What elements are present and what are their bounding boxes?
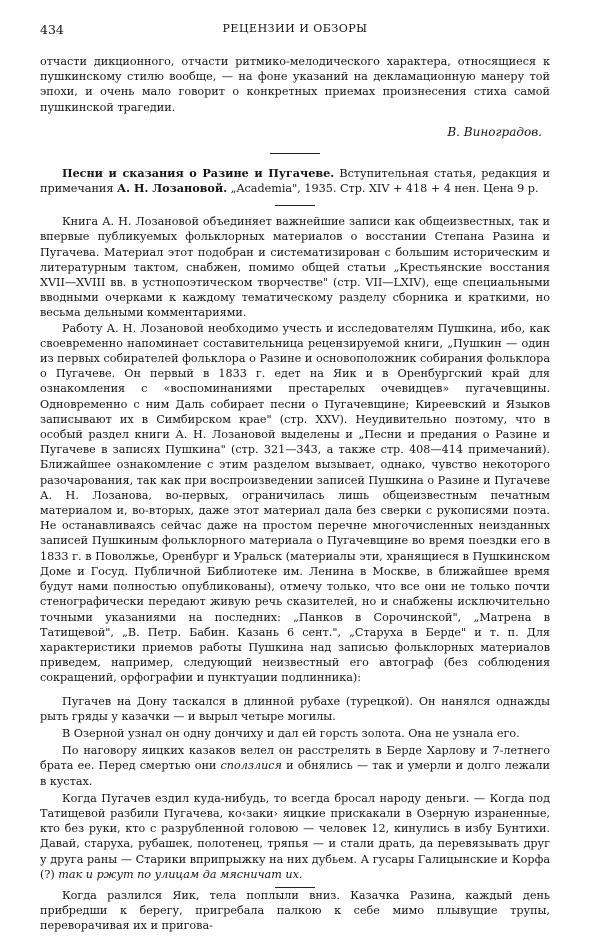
paragraph-2: Работу А. Н. Лозановой необходимо учесть и исследователям Пушкина, ибо, как своевременно напоминает составительница рецензируемой книги, „Пушкин — один из первых собирателей фольклора о Разине и основоположник собирания фольклора о Пугачеве. Он первый в 1833 г. едет на Яик и в Оренбургский край для ознакомления с «воспоминаниями престарелых очевидцев» пугачевщины. Одновременно с ним Даль собирает песни о Пугачевщине; Киреевский и Языков записывают их в Симбирском крае" (стр. XXV). Неудивительно поэтому, что в особый раздел книги А. Н. Лозановой выделены и „Песни и предания о Разине и Пугачеве в записях Пушкина" (стр. 321—343, а также стр. 408—414 примечаний). Ближайшее ознакомление с этим разделом вызывает, однако, чувство некоторого разочарования, так как при воспроизведении записей Пушкина о Разине и Пугачеве А. Н. Лозанова, во-первых, ограничилась лишь общеизвестным печатным материалом и, во-вторых, даже этот материал дала без сверки с рукописями поэта. Не останавливаясь сейчас даже на простом перечне многочисленных неизданных записей Пушкиным фольклорного материала о Пугачевщине во время поездки его в 1833 г. в Поволжье, Оренбург и Уральск (материалы эти, хранящиеся в Пушкинском Доме и Госуд. Публичной Библиотеке им. Ленина в Москве, в ближайшее время будут нами полностью опубликованы), отмечу только, что все они не только почти стенографически передают живую речь сказителей, но и снабжены исключительно точными указаниями на последних: „Панков в Сорочинской", „Матрена в Татищевой", „В. Петр. Бабин. Казань 6 сент.", „Старуха в Берде" и т. п. Для характеристики приемов работы Пушкина над записью фольклорных материалов приведем, например, следующий неизвестный его автограф (без соблюдения сокращений, орфографии и пунктуации подлинника): [40, 321, 550, 685]
book-editor: А. Н. Лозановой. [117, 181, 228, 196]
reviewer-signature: В. Виноградов. [447, 124, 542, 139]
review-heading [40, 166, 550, 196]
quote-3: По наговору яицких казаков велел он расстрелять в Берде Харлову и 7-летнего брата ее. Перед смертью они сползлися и обнялись — так и умерли и долго лежали в кустах. [40, 744, 550, 788]
book-title: Песни и сказания о Разине и Пугачеве. [62, 165, 335, 180]
section-divider [270, 153, 320, 154]
heading-divider [275, 205, 315, 206]
quote-1: Пугачев на Дону таскался в длинной рубахе (турецкой). Он нанялся однажды рыть гряды у казачки — и вырыл четыре могилы. [40, 694, 550, 723]
quote-5: Когда разлился Яик, тела поплыли вниз. Казачка Разина, каждый день прибредши к берегу, пригребала палкою к себе мимо плывущие трупы, переворачивая их и пригова- [40, 888, 550, 933]
quoted-autograph [40, 694, 550, 934]
book-page [40, 22, 550, 936]
page-number: 434 [40, 22, 64, 37]
book-description: Вступительная статья, редакция и примечания [40, 166, 550, 196]
previous-review-tail: отчасти дикционного, отчасти ритмико-мелодического характера, относящиеся к пушкинскому стилю вообще, — на фоне указаний на декламационную манеру той эпохи, и очень мало говорит о конкретных приемах произнесения стиха самой пушкинской трагедии. [40, 55, 550, 114]
paragraph-1: Книга А. Н. Лозановой объединяет важнейшие записи как общеизвестных, так и впервые публикуемых фольклорных материалов о восстании Степана Разина и Пугачева. Материал этот подобран и систематизирован с большим историческим и литературным тактом, снабжен, помимо общей статьи „Крестьянские восстания XVII—XVIII вв. в устнопоэтическом творчестве" (стр. VII—LXIV), еще специальными вводными очерками к каждому тематическому разделу сборника и краткими, но весьма дельными комментариями. [40, 215, 550, 320]
running-header [40, 22, 550, 40]
section-title: РЕЦЕНЗИИ И ОБЗОРЫ [222, 22, 368, 35]
quote-2: В Озерной узнал он одну дончиху и дал ей горсть золота. Она не узнала его. [62, 726, 520, 740]
book-imprint: „Academia", 1935. Стр. XIV + 418 + 4 нен. Цена 9 р. [227, 182, 539, 196]
quote-4: Когда Пугачев ездил куда-нибудь, то всегда бросал народу деньги. — Когда под Татищевой разбили Пугачева, ко‹заки› яицкие прискакали в Озерную израненные, кто без руки, кто с разрубленной головою — человек 12, кинулись в избу Бунтихи. Давай, старуха, рубашек, полотенец, тряпья — и стали драть, да перевязывать друг у друга раны — Старики вприпрыжку на них дубьем. А гусары Галицынские и Корфа (?) так и ржут по улицам да мясничат их. [40, 791, 550, 881]
